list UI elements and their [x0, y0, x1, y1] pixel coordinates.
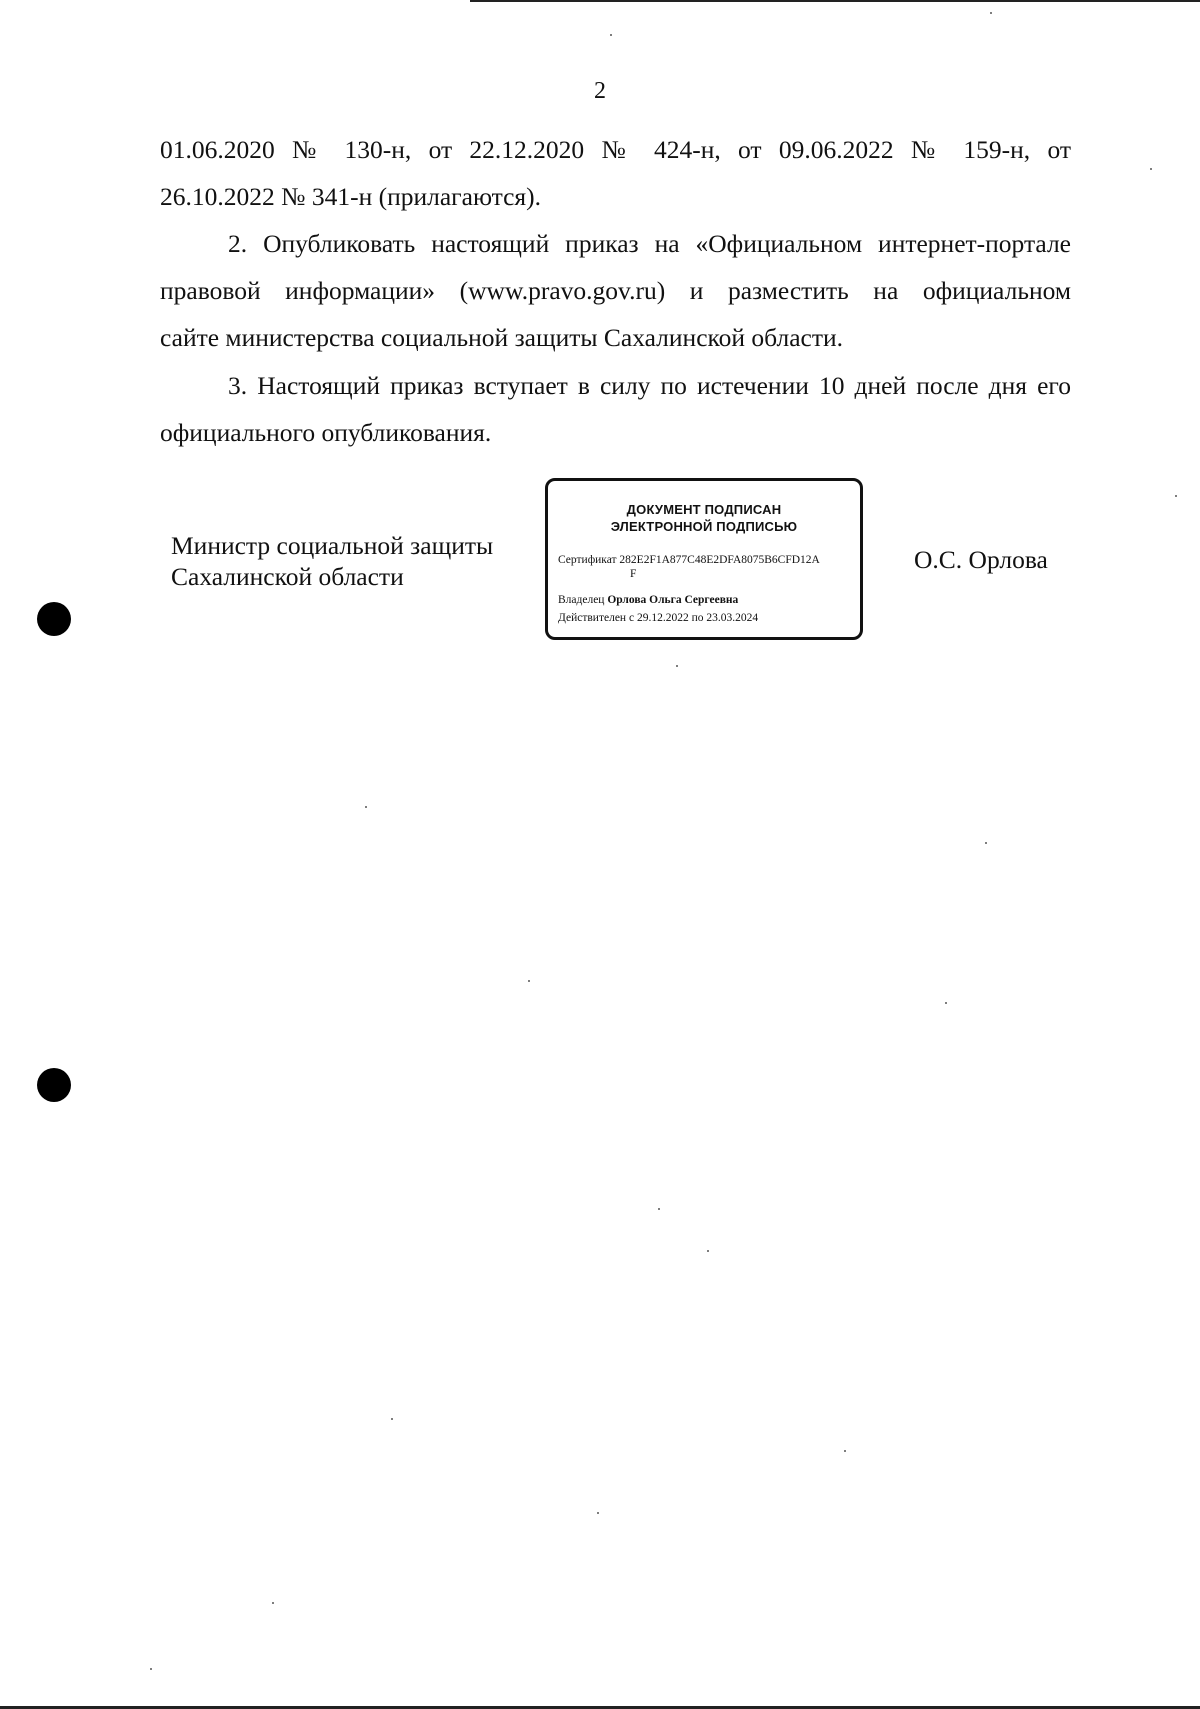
owner-label: Владелец: [558, 594, 605, 606]
text-line: 26.10.2022 № 341-н (прилагаются).: [160, 182, 542, 211]
scan-speck: [365, 806, 367, 808]
cert-label: Сертификат: [558, 554, 617, 566]
scan-speck: [658, 1208, 660, 1210]
scan-speck: [945, 1002, 947, 1004]
stamp-certificate: [558, 553, 854, 581]
scan-speck: [707, 1250, 709, 1252]
scan-speck: [1150, 168, 1152, 170]
scan-speck: [272, 1602, 274, 1604]
scan-speck: [597, 1512, 599, 1514]
scan-speck: [150, 1668, 152, 1670]
stamp-owner: [558, 594, 738, 606]
scan-speck: [844, 1450, 846, 1452]
signer-position-line: Сахалинской области: [171, 562, 404, 591]
signer-name: О.С. Орлова: [914, 545, 1048, 574]
text-line: 01.06.2020 № 130-н, от 22.12.2020 № 424-н, от 09.06.2022 № 159-н, от: [160, 135, 1071, 164]
stamp-header-line: ДОКУМЕНТ ПОДПИСАН: [626, 502, 782, 517]
paragraph-1-continuation: [160, 126, 1071, 220]
text-line: сайте министерства социальной защиты Сахалинской области.: [160, 323, 843, 352]
text-line: 2. Опубликовать настоящий приказ на «Официальном интернет-портале: [228, 229, 1071, 258]
scan-speck: [391, 1418, 393, 1420]
text-line: 3. Настоящий приказ вступает в силу по истечении 10 дней после дня его: [228, 371, 1071, 400]
paragraph-2: [160, 220, 1071, 361]
scan-speck: [676, 665, 678, 667]
page-number: 2: [594, 78, 606, 104]
signer-position: [171, 530, 493, 592]
stamp-header-line: ЭЛЕКТРОННОЙ ПОДПИСЬЮ: [610, 519, 798, 534]
scan-speck: [528, 980, 530, 982]
cert-value: 282E2F1A877C48E2DFA8075B6CFD12A: [619, 554, 820, 566]
scan-border-top: [470, 0, 1200, 2]
text-line: правовой информации» (www.pravo.gov.ru) и разместить на официальном: [160, 276, 1071, 305]
punch-hole: [37, 1068, 71, 1102]
scan-speck: [985, 842, 987, 844]
punch-hole: [37, 602, 71, 636]
electronic-signature-stamp: [545, 478, 863, 640]
scan-speck: [610, 34, 612, 36]
stamp-header: [548, 501, 860, 535]
scan-speck: [990, 12, 992, 14]
scan-speck: [1175, 495, 1177, 497]
owner-value: Орлова Ольга Сергеевна: [607, 594, 739, 606]
signer-position-line: Министр социальной защиты: [171, 531, 494, 560]
stamp-validity: Действителен с 29.12.2022 по 23.03.2024: [558, 612, 759, 624]
paragraph-3: [160, 362, 1071, 456]
cert-value-continuation: F: [630, 568, 637, 580]
text-line: официального опубликования.: [160, 418, 492, 447]
